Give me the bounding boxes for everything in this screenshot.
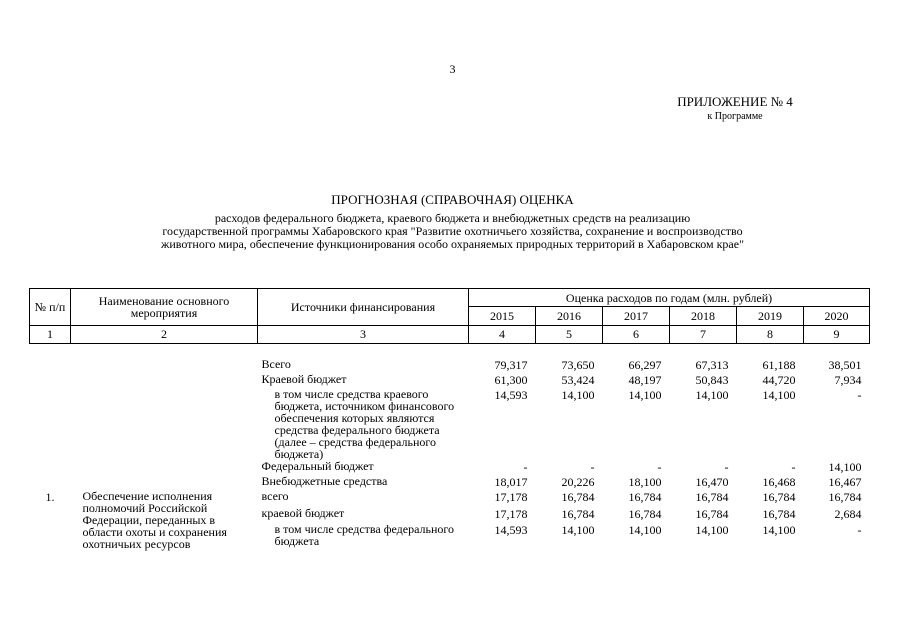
header-name: Наименование основного мероприятия [71,289,258,326]
column-number: 8 [737,326,804,344]
subtitle-line: государственной программы Хабаровского края "Развитие охотничьего хозяйства, сохранение и воспроизводство [162,224,743,238]
subtitle-line: расходов федерального бюджета, краевого бюджета и внебюджетных средств на реализацию [214,211,691,225]
value-cell: 50,843 [695,373,729,387]
value-cell: 16,468 [762,475,796,489]
header-source: Источники финансирования [258,289,469,326]
value-cell: 73,650 [561,358,595,372]
value-cell: 48,197 [628,373,662,387]
value-cell: 17,178 [494,506,528,521]
source-cell: Всего [261,357,291,371]
value-cell: 67,313 [695,358,729,372]
value-cell: - [724,460,729,474]
source-cell: Федеральный бюджет [261,459,374,473]
value-cell: 61,300 [494,373,528,387]
document-subtitle [0,212,905,251]
document-title: ПРОГНОЗНАЯ (СПРАВОЧНАЯ) ОЦЕНКА [331,192,574,207]
table-row [30,373,870,388]
value-cell: 14,100 [762,388,796,402]
header-year: 2017 [603,307,670,326]
column-number: 6 [603,326,670,344]
value-cell: 16,784 [561,490,595,504]
table-body [30,344,870,551]
value-cell: 14,100 [762,523,796,538]
column-number: 5 [536,326,603,344]
column-number: 9 [804,326,870,344]
appendix-subtitle: к Программе [707,111,763,122]
table-row [30,460,870,475]
value-cell: 14,593 [494,388,528,402]
appendix-title: ПРИЛОЖЕНИЕ № 4 [677,94,793,109]
header-num: № п/п [30,289,71,326]
value-cell: 7,934 [834,373,862,387]
source-cell: в том числе средства федерального бюджета [274,522,455,549]
value-cell: - [857,523,862,538]
table-row [30,475,870,490]
value-cell: - [523,460,528,474]
header-year: 2019 [737,307,804,326]
value-cell: - [657,460,662,474]
value-cell: 14,100 [561,388,595,402]
source-cell: в том числе средства краевого бюджета, источником финансового обеспечения которых являются средства федерального бюджета (далее – средства федерального бюджета) [274,387,455,461]
value-cell: 16,784 [695,490,729,504]
source-cell: Внебюджетные средства [261,474,388,488]
item-name: Обеспечение исполнения полномочий Российской Федерации, переданных в области охоты и сохранения охотничьих ресурсов [82,489,227,551]
value-cell: 61,188 [762,358,796,372]
value-cell: 17,178 [494,490,528,504]
value-cell: 66,297 [628,358,662,372]
value-cell: 14,100 [628,523,662,538]
value-cell: - [857,388,862,402]
value-cell: 44,720 [762,373,796,387]
column-number: 1 [30,326,71,344]
value-cell: 14,593 [494,523,528,538]
value-cell: - [791,460,796,474]
value-cell: 16,784 [561,506,595,521]
value-cell: 14,100 [628,388,662,402]
value-cell: 18,100 [628,475,662,489]
header-year: 2016 [536,307,603,326]
source-cell: всего [261,489,289,503]
value-cell: 14,100 [828,460,862,474]
value-cell: 53,424 [561,373,595,387]
value-cell: 14,100 [561,523,595,538]
subtitle-line: животного мира, обеспечение функционирования особо охраняемых природных территорий в Хабаровском крае" [161,237,744,251]
value-cell: 14,100 [695,523,729,538]
column-number: 4 [469,326,536,344]
value-cell: 16,784 [695,506,729,521]
header-year: 2018 [670,307,737,326]
table-header [30,289,870,344]
value-cell: 18,017 [494,475,528,489]
value-cell: 16,784 [762,506,796,521]
table-row [30,358,870,373]
value-cell: 79,317 [494,358,528,372]
header-year: 2015 [469,307,536,326]
value-cell: 16,467 [828,475,862,489]
header-year: 2020 [804,307,870,326]
value-cell: 16,784 [828,490,862,504]
column-number: 7 [670,326,737,344]
source-cell: краевой бюджет [261,505,345,520]
value-cell: 38,501 [828,358,862,372]
value-cell: 16,784 [762,490,796,504]
value-cell: - [590,460,595,474]
page-number: 3 [449,62,456,76]
item-number: 1. [45,490,55,504]
value-cell: 14,100 [695,388,729,402]
table-row [30,388,870,460]
value-cell: 20,226 [561,475,595,489]
column-number: 3 [258,326,469,344]
value-cell: 16,784 [628,490,662,504]
table-row [30,490,870,507]
value-cell: 2,684 [834,506,862,521]
header-estimate: Оценка расходов по годам (млн. рублей) [469,289,870,307]
value-cell: 16,470 [695,475,729,489]
appendix-caption [640,94,830,122]
value-cell: 16,784 [628,506,662,521]
budget-estimate-table [29,288,870,550]
column-number: 2 [71,326,258,344]
source-cell: Краевой бюджет [261,372,347,386]
